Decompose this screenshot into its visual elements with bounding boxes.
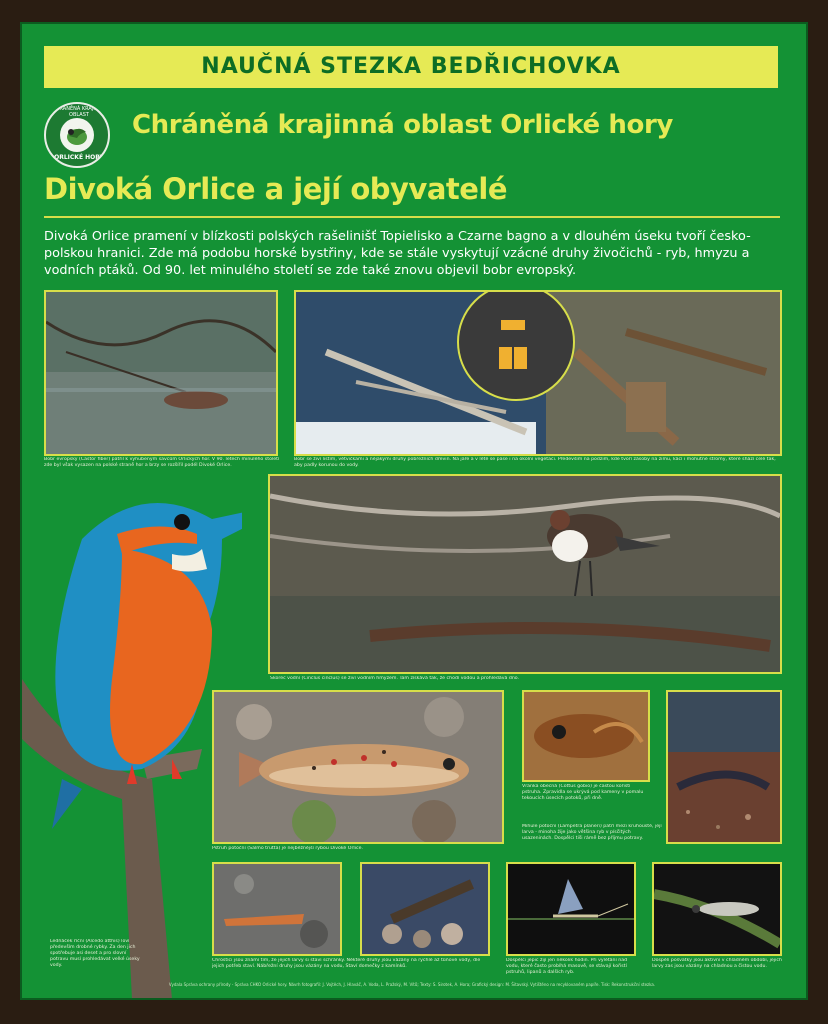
logo-bird-icon <box>60 118 94 152</box>
mayfly-caption: Dospělci jepic žijí jen několik hodin. Při vylétání nad vodu, které často probíhá masově, se stávají kořistí pstruhů, lipanů a dalších ryb. <box>506 958 628 975</box>
caddisfly-caption <box>212 958 492 972</box>
bullhead-caption: Vranka obecná (Cottus gobio) je častou kořistí pstruha. Zpravidla se ukrývá pod kameny v pomalu tekoucích úsecích potoků, při dně. <box>522 784 644 801</box>
stonefly-caption: Dospělí pošvatky jsou aktivní v chladném období, jejich larvy zas jsou vázány na chladnou a čistou vodu. <box>652 958 782 969</box>
caddisfly-cases-photo <box>360 862 490 956</box>
caddisfly-caption-text: Chrostíci jsou známí tím, že jejich larvy si staví schránky. Některé druhy jsou vázány na rychlé až tůňové vody, dle jejich potřeb staví. <box>212 958 481 969</box>
beaver-trees-photo <box>294 290 782 456</box>
chko-logo <box>44 102 110 168</box>
beaver-swimming-photo <box>44 290 278 456</box>
logo-bird-emblem <box>60 118 94 152</box>
intro-paragraph: Divoká Orlice pramení v blízkosti polských rašelinišť Topielisko a Czarne bagno a v dlouhém úseku tvoří česko-polskou hranici. Zde má podobu horské bystřiny, kde se stále vyskytují vzácné druhy živočichů - ryb, hmyzu a vodních ptáků. Od 90. let minulého století se zde také znovu objevil bobr evropský. <box>44 229 751 278</box>
credits-line: Vydala Správa ochrany přírody - Správa CHKO Orlické hory. Návrh fotografií: J. Vojtěch, J. Hlaváč, A. Voda, L. Pražský, M. Vítů; Texty: S. Sirotek, A. Hora; Grafický design: M. Šitavský. Vytištěno na recyklovaném papíře. Tisk: Rekonstrukční stezka. <box>168 982 656 987</box>
protected-area-heading: Chráněná krajinná oblast Orlické hory <box>132 110 673 140</box>
trail-name-banner: NAUČNÁ STEZKA BEDŘICHOVKA <box>44 46 778 88</box>
kingfisher-photo <box>22 479 242 999</box>
logo-ring-top-text: CHRÁNĚNÁ KRAJINNÁ OBLAST <box>52 106 106 118</box>
lamprey-caption: Mihule potoční (Lampetra planeri) patří mezi kruhoústé, její larva - minoha žije jako většina ryb v písčitých usazeninách. Dospělci tiši rámě bez příjmu potravy. <box>522 824 662 841</box>
kingfisher-caption: Ledňáček říční (Alcedo atthis) loví především drobné rybky. Za den jich spotřebuje asi deset a pro slovní potravu musí prohledávat velké úseky vody. <box>50 939 140 968</box>
dipper-caption: Skorec vodní (Cinclus cinclus) se živí vodním hmyzem. Tam získává tak, že chodí vodou a prohledává dno. <box>270 676 520 681</box>
beaver-swimming-caption: Bobr evropský (Castor fiber) patřil k vyhubeným savcům Orlických hor. V 90. letech minulého století zde byl však vysazen na polské straně hor a brzy se rozšířil podél Divoké Orlice. <box>44 457 280 468</box>
trout-photo <box>212 690 504 844</box>
caddisfly-larva-photo <box>212 862 342 956</box>
dipper-photo <box>268 474 782 674</box>
trout-caption: Pstruh potoční (Salmo trutta) je nejběžnější rybou Divoké Orlice. <box>212 846 363 851</box>
bullhead-photo <box>522 690 650 782</box>
logo-ring-bottom-text: ORLICKÉ HORY <box>54 154 104 161</box>
stones-caption-text: Nábřežní druhy jsou vázány na vodu, Staví domečky z kamínků. <box>256 964 407 969</box>
page-title: Divoká Orlice a její obyvatelé <box>44 172 508 206</box>
information-board <box>20 22 808 1000</box>
stonefly-photo <box>652 862 782 956</box>
mayfly-photo <box>506 862 636 956</box>
lamprey-photo <box>666 690 782 844</box>
beaver-trees-caption: Bobr se živí listím, větvičkami a nějakými druhy pobřežních dřevin. Na jaře a v létě se pase i na okolní vegetaci. Především na podzim, kde tvoří zásoby na zimu, kácí i mohutné stromy, které shází celé tak, aby padly korunou do vody. <box>294 457 776 468</box>
title-divider <box>44 216 780 218</box>
